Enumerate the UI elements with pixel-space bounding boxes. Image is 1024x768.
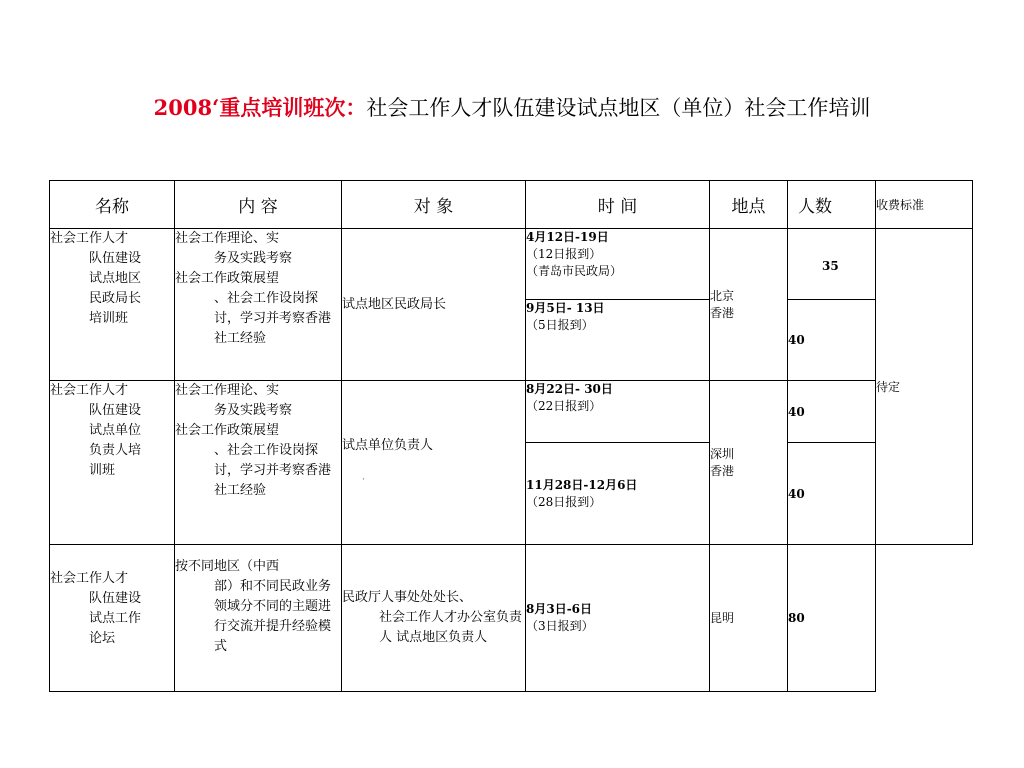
row1-name: 社会工作人才 队伍建设试点地区民政局长培训班 <box>50 229 175 381</box>
stray-mark: · <box>362 474 365 485</box>
table-row <box>50 381 973 443</box>
training-schedule-table <box>49 180 973 692</box>
header-place: 地点 <box>710 181 788 229</box>
header-row <box>50 181 973 229</box>
header-count: 人数 <box>788 181 876 229</box>
header-name: 名称 <box>50 181 175 229</box>
row2-session2-count: 40 <box>788 443 876 545</box>
page-title <box>0 92 1024 122</box>
row1-place: 北京 香港 <box>710 229 788 381</box>
row2-place: 深圳 香港 <box>710 381 788 545</box>
table-row <box>50 229 973 300</box>
row1-content: 社会工作理论、实 务及实践考察 社会工作政策展望 、社会工作设岗探讨，学习并考察香港社工经验 <box>175 229 342 381</box>
header-time: 时 间 <box>526 181 710 229</box>
fee-value: 待定 <box>876 229 973 545</box>
row3-name: 社会工作人才 队伍建设试点工作论坛 <box>50 545 175 692</box>
row2-session2-time: 11月28日-12月6日 （28日报到） <box>526 443 710 545</box>
row1-session2-count: 40 <box>788 300 876 381</box>
header-target: 对 象 <box>342 181 526 229</box>
row1-session1-count: 35 <box>788 229 876 300</box>
row1-target: 试点地区民政局长 <box>342 229 526 381</box>
row2-name: 社会工作人才 队伍建设试点单位负责人培训班 <box>50 381 175 545</box>
row2-session1-time: 8月22日- 30日 （22日报到） <box>526 381 710 443</box>
row3-session1-time: 8月3日-6日 （3日报到） <box>526 545 710 692</box>
table-row <box>50 545 973 692</box>
title-text: 社会工作人才队伍建设试点地区（单位）社会工作培训 <box>366 96 871 120</box>
header-content: 内 容 <box>175 181 342 229</box>
row2-content: 社会工作理论、实 务及实践考察 社会工作政策展望 、社会工作设岗探讨，学习并考察香港社工经验 <box>175 381 342 545</box>
row1-session1-time: 4月12日-19日 （12日报到） （青岛市民政局） <box>526 229 710 300</box>
row2-target: 试点单位负责人 · <box>342 381 526 545</box>
row3-place: 昆明 <box>710 545 788 692</box>
title-year-prefix: 2008‘重点培训班次： <box>153 95 367 120</box>
header-fee: 收费标准 <box>876 181 973 229</box>
row3-target: 民政厅人事处处处长、 社会工作人才办公室负责人 试点地区负责人 <box>342 545 526 692</box>
row3-content: 按不同地区（中西 部）和不同民政业务领域分不同的主题进行交流并提升经验模式 <box>175 545 342 692</box>
row2-session1-count: 40 <box>788 381 876 443</box>
row1-session2-time: 9月5日- 13日 （5日报到） <box>526 300 710 381</box>
row3-session1-count: 80 <box>788 545 876 692</box>
